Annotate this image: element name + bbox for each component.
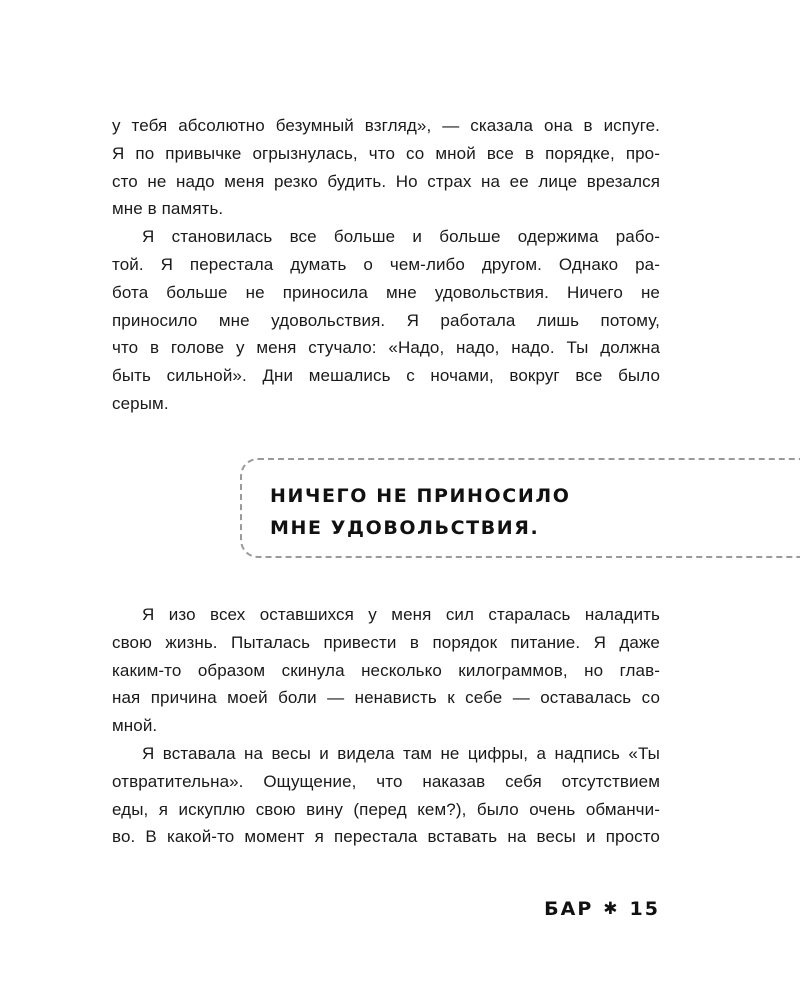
text-line: во. В какой-то момент я перестала вставать на весы и просто xyxy=(112,827,660,847)
text-line: каким-то образом скинула несколько килограммов, но глав- xyxy=(112,660,660,680)
star-separator-icon: ✱ xyxy=(603,899,620,919)
text-line: той. Я перестала думать о чем-либо другом. Однако ра- xyxy=(112,254,660,274)
pull-quote-line-1: НИЧЕГО НЕ ПРИНОСИЛО xyxy=(270,485,571,507)
text-line: сто не надо меня резко будить. Но страх на ее лице врезался xyxy=(112,171,660,191)
text-line: серым. xyxy=(112,393,169,413)
text-line: что в голове у меня стучало: «Надо, надо, надо. Ты должна xyxy=(112,338,660,358)
text-line: Я вставала на весы и видела там не цифры, а надпись «Ты xyxy=(142,743,660,763)
text-line: отвратительна». Ощущение, что наказав себя отсутствием xyxy=(112,771,660,791)
body-text-block-1 xyxy=(112,112,660,418)
text-line: у тебя абсолютно безумный взгляд», — сказала она в испуге. xyxy=(112,116,660,135)
pull-quote-box xyxy=(240,458,800,558)
text-line: мной. xyxy=(112,716,158,736)
text-line: Я по привычке огрызнулась, что со мной все в порядке, про- xyxy=(112,143,660,163)
text-line: ная причина моей боли — ненависть к себе — оставалась со xyxy=(112,688,660,708)
text-line: мне в память. xyxy=(112,199,224,219)
pull-quote-line-2: МНЕ УДОВОЛЬСТВИЯ. xyxy=(270,517,540,539)
text-line: Я становилась все больше и больше одержима рабо- xyxy=(142,227,660,247)
text-line: Я изо всех оставшихся у меня сил старалась наладить xyxy=(142,605,660,624)
text-line: приносило мне удовольствия. Я работала лишь потому, xyxy=(112,310,660,330)
page-footer xyxy=(544,898,660,920)
text-line: бота больше не приносила мне удовольствия. Ничего не xyxy=(112,282,660,302)
text-line: свою жизнь. Пыталась привести в порядок питание. Я даже xyxy=(112,632,660,652)
body-text-block-2 xyxy=(112,601,660,851)
chapter-title: БАР xyxy=(544,898,594,920)
page-number: 15 xyxy=(629,898,660,920)
pull-quote-text xyxy=(270,480,570,544)
text-line: быть сильной». Дни мешались с ночами, вокруг все было xyxy=(112,366,660,386)
text-line: еды, я искуплю свою вину (перед кем?), было очень обманчи- xyxy=(112,799,660,819)
